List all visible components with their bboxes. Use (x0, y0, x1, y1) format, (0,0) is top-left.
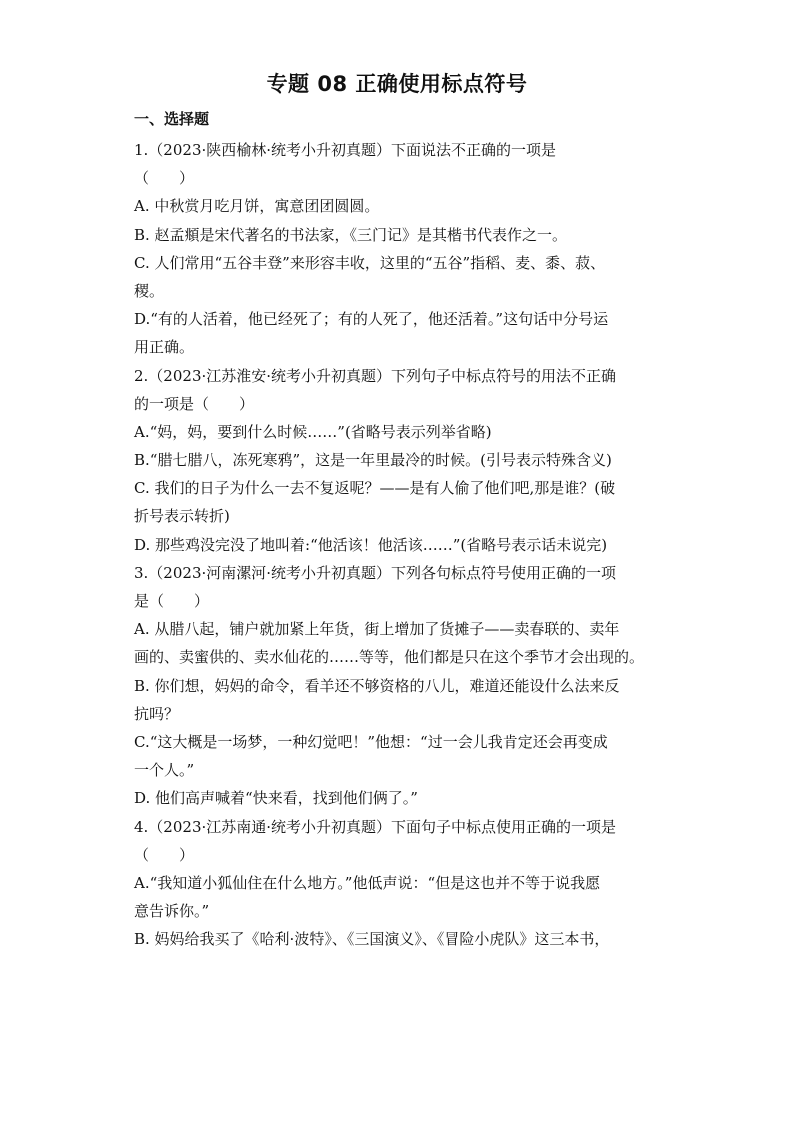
text-line: （ ） (134, 845, 195, 864)
text-line: A.“妈，妈，要到什么时候……”(省略号表示列举省略) (134, 422, 492, 441)
text-line: B. 赵孟頫是宋代著名的书法家，《三门记》是其楷书代表作之一。 (134, 225, 568, 244)
text-line: （ ） (134, 169, 195, 188)
text-line: A. 中秋赏月吃月饼，寓意团团圆圆。 (134, 197, 380, 216)
text-line: D. 他们高声喊着“快来看，找到他们俩了。” (134, 789, 418, 808)
text-line: 意告诉你。” (134, 902, 210, 921)
text-line: C. 人们常用“五谷丰登”来形容丰收，这里的“五谷”指稻、麦、黍、菽、 (134, 253, 606, 272)
page-title: 专题 08 正确使用标点符号 (266, 72, 528, 96)
text-line: B. 妈妈给我买了《哈利·波特》、《三国演义》、《冒险小虎队》这三本书， (134, 930, 610, 949)
text-line: 3.（2023·河南漯河·统考小升初真题）下列各句标点符号使用正确的一项 (134, 563, 617, 582)
text-line: 4.（2023·江苏南通·统考小升初真题）下面句子中标点使用正确的一项是 (134, 817, 617, 836)
text-line: 1.（2023·陕西榆林·统考小升初真题）下面说法不正确的一项是 (134, 141, 557, 159)
text-line: 的一项是（ ） (134, 394, 255, 413)
text-line: 稷。 (134, 281, 165, 300)
text-line: 抗吗？ (134, 704, 180, 723)
text-line: C. 我们的日子为什么一去不复返呢？——是有人偷了他们吧,那是谁？(破 (134, 479, 616, 498)
text-line: 是（ ） (134, 592, 210, 610)
text-line: D.“有的人活着，他已经死了；有的人死了，他还活着。”这句话中分号运 (134, 310, 609, 329)
text-line: 2.（2023·江苏淮安·统考小升初真题）下列句子中标点符号的用法不正确 (134, 366, 617, 385)
text-line: A.“我知道小狐仙住在什么地方。”他低声说：“但是这也并不等于说我愿 (134, 873, 601, 892)
text-line: 画的、卖蜜供的、卖水仙花的……等等，他们都是只在这个季节才会出现的。 (134, 648, 645, 667)
text-line: A. 从腊八起，铺户就加紧上年货，街上增加了货摊子——卖春联的、卖年 (134, 620, 620, 639)
question-list (134, 136, 664, 953)
section-heading: 一、选择题 (134, 110, 210, 128)
text-line: 折号表示转折) (134, 507, 230, 526)
text-line: 一个人。” (134, 761, 195, 780)
text-line: C.“这大概是一场梦，一种幻觉吧！”他想：“过一会儿我肯定还会再变成 (134, 732, 608, 751)
text-line: B. 你们想，妈妈的命令，看羊还不够资格的八儿，难道还能设什么法来反 (134, 676, 620, 695)
text-line: D. 那些鸡没完没了地叫着:“他活该！他活该……”(省略号表示话未说完) (134, 535, 608, 554)
text-line: B.“腊七腊八，冻死寒鸦”，这是一年里最冷的时候。(引号表示特殊含义) (134, 451, 612, 470)
text-line: 用正确。 (134, 338, 195, 357)
